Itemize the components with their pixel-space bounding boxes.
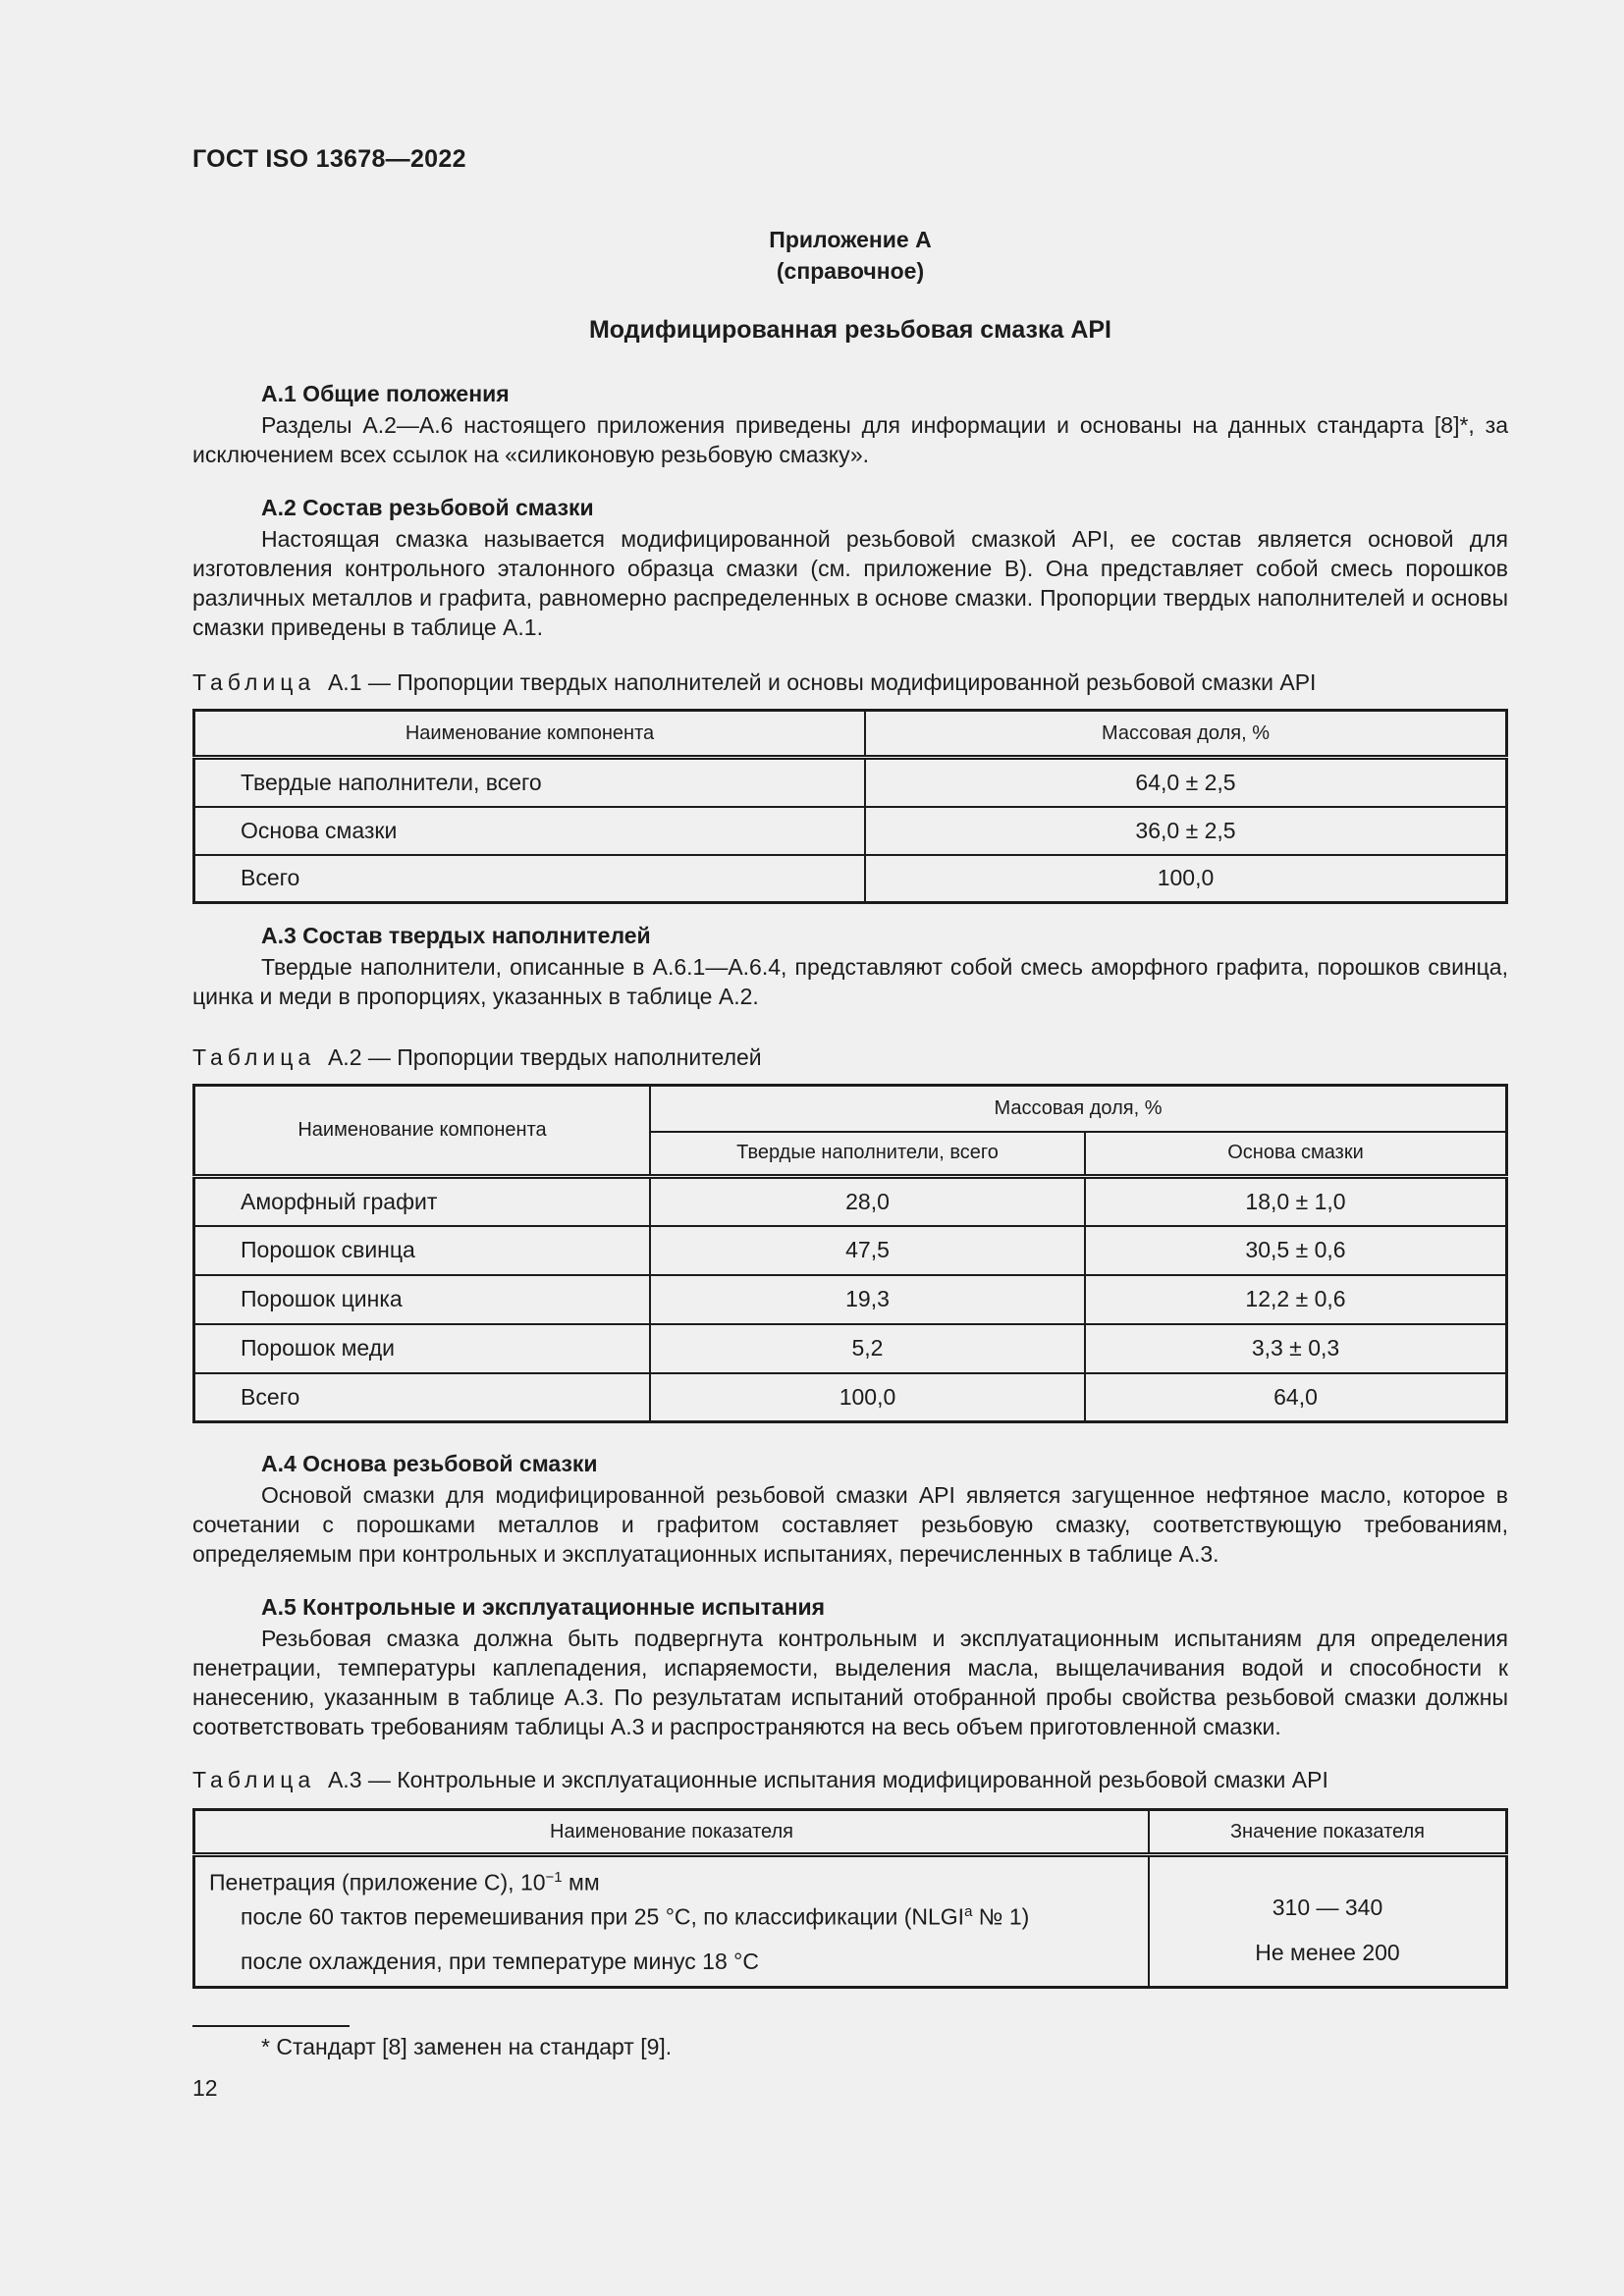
annex-status: (справочное) xyxy=(776,258,925,284)
indicator-title: Пенетрация (приложение С), $10^{-1}$ мм xyxy=(209,1869,600,1896)
indicator-line-1: после 60 тактов перемешивания при 25 °С, по классификации (NLGI$^a$ № 1) xyxy=(241,1902,1030,1930)
table-row xyxy=(194,807,1507,855)
value-cell: 47,5 xyxy=(650,1226,1085,1275)
caption-text: А.2 — Пропорции твердых наполнителей xyxy=(327,1044,762,1070)
value-cell: 64,0 ± 2,5 xyxy=(865,758,1507,807)
header-group-cell: Массовая доля, % xyxy=(650,1086,1507,1132)
document-header: ГОСТ ISO 13678—2022 xyxy=(192,145,466,173)
section-heading: А.1 Общие положения xyxy=(261,381,510,406)
indicator-line-2: после охлаждения, при температуре минус 18 °С xyxy=(241,1949,759,1975)
indicator-cell xyxy=(194,1855,1150,1988)
section-heading: А.2 Состав резьбовой смазки xyxy=(261,495,594,520)
footnote-divider xyxy=(192,2025,350,2027)
section-text: Основой смазки для модифицированной резьбовой смазки API является загущенное нефтяное масло, которое в сочетании с порошками металлов и графитом составляет резьбовую смазку, соответствующую требованиям, определяемым при контрольных и эксплуатационных испытаниях, перечисленных в таблице А.3. xyxy=(192,1482,1508,1567)
header-cell: Наименование компонента xyxy=(194,1086,651,1177)
component-cell: Всего xyxy=(194,1373,651,1422)
table-a1 xyxy=(192,709,1508,904)
component-cell: Основа смазки xyxy=(194,807,866,855)
section-text: Настоящая смазка называется модифицированной резьбовой смазкой API, ее состав является основой для изготовления контрольного эталонного образца смазки (см. приложение В). Она представляет собой смесь порошков различных металлов и графита, равномерно распределенных в основе смазки. Пропорции твердых наполнителей и основы смазки приведены в таблице А.1. xyxy=(192,526,1508,640)
component-cell: Порошок цинка xyxy=(194,1275,651,1324)
section-a4 xyxy=(192,1449,1508,1569)
section-heading: А.3 Состав твердых наполнителей xyxy=(261,923,651,948)
table-a3 xyxy=(192,1808,1508,1989)
section-heading: А.5 Контрольные и эксплуатационные испытания xyxy=(261,1594,826,1620)
caption-word: Таблица xyxy=(192,1044,316,1070)
value-cell: 36,0 ± 2,5 xyxy=(865,807,1507,855)
value-cell: 3,3 ± 0,3 xyxy=(1085,1324,1507,1373)
section-a1 xyxy=(192,379,1508,469)
component-cell: Порошок свинца xyxy=(194,1226,651,1275)
table-header-row xyxy=(194,711,1507,758)
value-line-1: 310 — 340 xyxy=(1272,1895,1383,1920)
caption-text: А.3 — Контрольные и эксплуатационные испытания модифицированной резьбовой смазки API xyxy=(327,1767,1328,1792)
table-row xyxy=(194,1324,1507,1373)
table-a3-caption xyxy=(192,1765,1508,1794)
table-a1-caption xyxy=(192,667,1508,697)
section-text: Резьбовая смазка должна быть подвергнута контрольным и эксплуатационным испытаниям для определения пенетрации, температуры каплепадения, испаряемости, выделения масла, выщелачивания водой и способности к нанесению, указанным в таблице А.3. По результатам испытаний отобранной пробы свойства резьбовой смазки должны соответствовать требованиям таблицы А.3 и распространяются на весь объем приготовленной смазки. xyxy=(192,1626,1508,1739)
table-row xyxy=(194,1177,1507,1226)
component-cell: Порошок меди xyxy=(194,1324,651,1373)
value-cell: 18,0 ± 1,0 xyxy=(1085,1177,1507,1226)
table-row xyxy=(194,1275,1507,1324)
annex-main-title: Модифицированная резьбовая смазка API xyxy=(588,316,1111,344)
table-header-row xyxy=(194,1810,1507,1855)
header-cell: Массовая доля, % xyxy=(865,711,1507,758)
value-line-2: Не менее 200 xyxy=(1255,1940,1400,1965)
section-a2 xyxy=(192,493,1508,642)
component-cell: Твердые наполнители, всего xyxy=(194,758,866,807)
value-cell: 5,2 xyxy=(650,1324,1085,1373)
page-number: 12 xyxy=(192,2075,218,2101)
component-cell: Аморфный графит xyxy=(194,1177,651,1226)
value-cell: 100,0 xyxy=(865,855,1507,903)
value-cell: 19,3 xyxy=(650,1275,1085,1324)
value-cell: 30,5 ± 0,6 xyxy=(1085,1226,1507,1275)
table-row xyxy=(194,758,1507,807)
value-cell: 28,0 xyxy=(650,1177,1085,1226)
header-cell: Твердые наполнители, всего xyxy=(650,1132,1085,1177)
table-a2 xyxy=(192,1084,1508,1423)
table-row xyxy=(194,1373,1507,1422)
header-cell: Значение показателя xyxy=(1149,1810,1507,1855)
annex-title: Приложение А xyxy=(769,227,932,252)
annex-heading xyxy=(192,224,1508,287)
table-a2-caption xyxy=(192,1042,1508,1072)
caption-word: Таблица xyxy=(192,669,316,695)
value-cell xyxy=(1149,1855,1507,1988)
caption-word: Таблица xyxy=(192,1767,316,1792)
section-heading: А.4 Основа резьбовой смазки xyxy=(261,1451,598,1476)
table-header-row xyxy=(194,1086,1507,1132)
section-text: Твердые наполнители, описанные в А.6.1—А.6.4, представляют собой смесь аморфного графита, порошков свинца, цинка и меди в пропорциях, указанных в таблице А.2. xyxy=(192,954,1508,1009)
header-cell: Наименование компонента xyxy=(194,711,866,758)
caption-text: А.1 — Пропорции твердых наполнителей и основы модифицированной резьбовой смазки API xyxy=(327,669,1317,695)
table-row xyxy=(194,1855,1507,1988)
table-row xyxy=(194,1226,1507,1275)
table-row xyxy=(194,855,1507,903)
section-a5 xyxy=(192,1592,1508,1741)
section-text: Разделы А.2—А.6 настоящего приложения приведены для информации и основаны на данных стандарта [8]*, за исключением всех ссылок на «силиконовую резьбовую смазку». xyxy=(192,412,1508,467)
footnote: * Стандарт [8] заменен на стандарт [9]. xyxy=(261,2034,673,2059)
section-a3 xyxy=(192,921,1508,1011)
component-cell: Всего xyxy=(194,855,866,903)
value-cell: 64,0 xyxy=(1085,1373,1507,1422)
header-cell: Наименование показателя xyxy=(194,1810,1150,1855)
header-cell: Основа смазки xyxy=(1085,1132,1507,1177)
value-cell: 100,0 xyxy=(650,1373,1085,1422)
value-cell: 12,2 ± 0,6 xyxy=(1085,1275,1507,1324)
